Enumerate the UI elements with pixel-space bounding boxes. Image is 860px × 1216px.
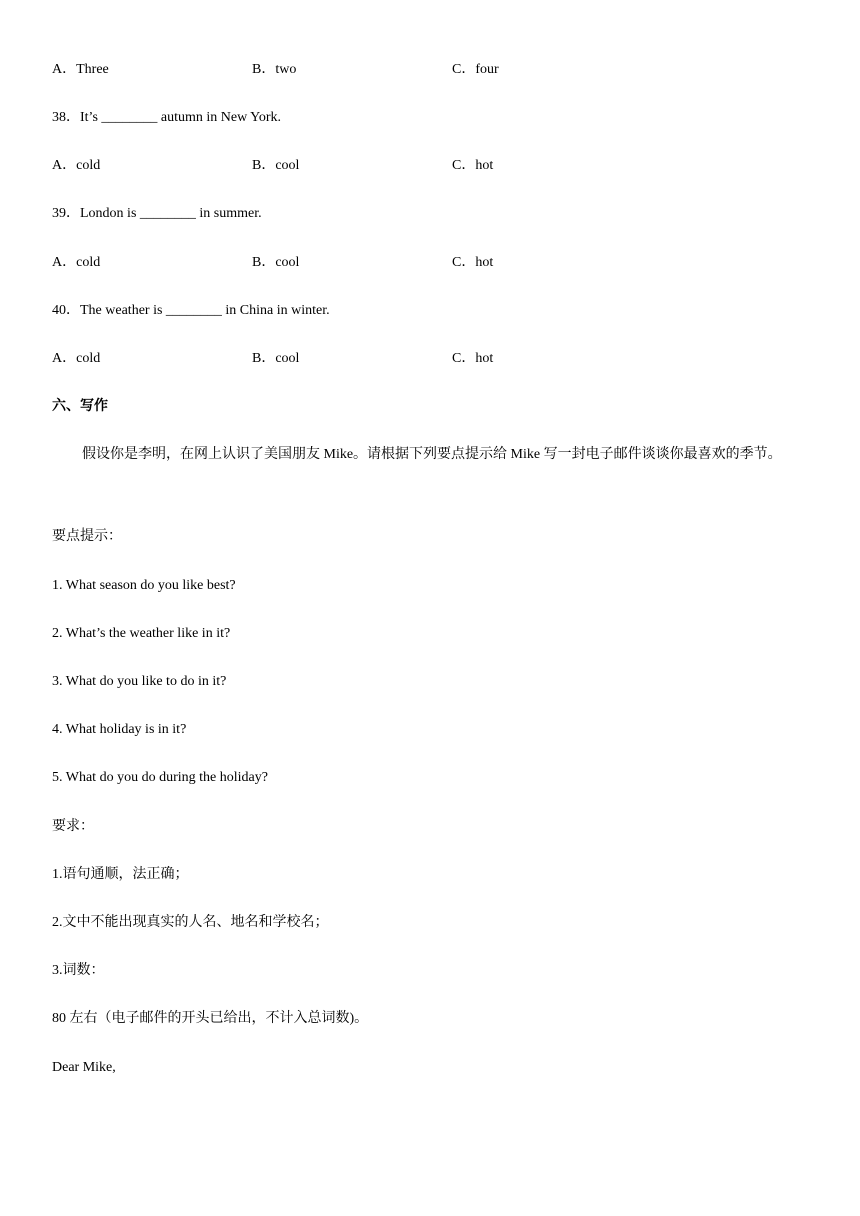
requirement-item-3: 3.词数： — [52, 963, 105, 978]
writing-instruction: 假设你是李明，在网上认识了美国朋友 Mike。请根据下列要点提示给 Mike 写一封电子邮件谈谈你最喜欢的季节。 — [82, 447, 782, 462]
letter-greeting: Dear Mike, — [52, 1060, 116, 1075]
q40-option-a: A．cold — [52, 351, 101, 366]
q39-option-c: C．hot — [452, 255, 494, 270]
q38-option-a: A．cold — [52, 158, 101, 173]
requirements-label: 要求： — [52, 819, 94, 834]
hint-item-2: 2. What’s the weather like in it? — [52, 626, 231, 641]
hints-label: 要点提示： — [52, 529, 122, 544]
q39-option-b: B．cool — [252, 255, 300, 270]
writing-heading: 六、写作 — [52, 399, 108, 414]
q40-option-c: C．hot — [452, 351, 494, 366]
hint-item-5: 5. What do you do during the holiday? — [52, 770, 268, 785]
q38-question: 38．It’s ________ autumn in New York. — [52, 110, 282, 125]
hint-item-1: 1. What season do you like best? — [52, 578, 236, 593]
q37-option-b: B．two — [252, 62, 297, 77]
q37-option-a: A．Three — [52, 62, 109, 77]
hint-item-4: 4. What holiday is in it? — [52, 722, 187, 737]
requirement-item-2: 2.文中不能出现真实的人名、地名和学校名； — [52, 915, 329, 930]
q40-option-b: B．cool — [252, 351, 300, 366]
q39-option-a: A．cold — [52, 255, 101, 270]
hint-item-3: 3. What do you like to do in it? — [52, 674, 227, 689]
requirement-item-4: 80 左右（电子邮件的开头已给出，不计入总词数)。 — [52, 1011, 369, 1026]
requirement-item-1: 1.语句通顺，法正确； — [52, 867, 189, 882]
q37-option-c: C．four — [452, 62, 499, 77]
q38-option-b: B．cool — [252, 158, 300, 173]
q39-question: 39．London is ________ in summer. — [52, 206, 262, 221]
q40-question: 40．The weather is ________ in China in winter. — [52, 303, 330, 318]
q38-option-c: C．hot — [452, 158, 494, 173]
